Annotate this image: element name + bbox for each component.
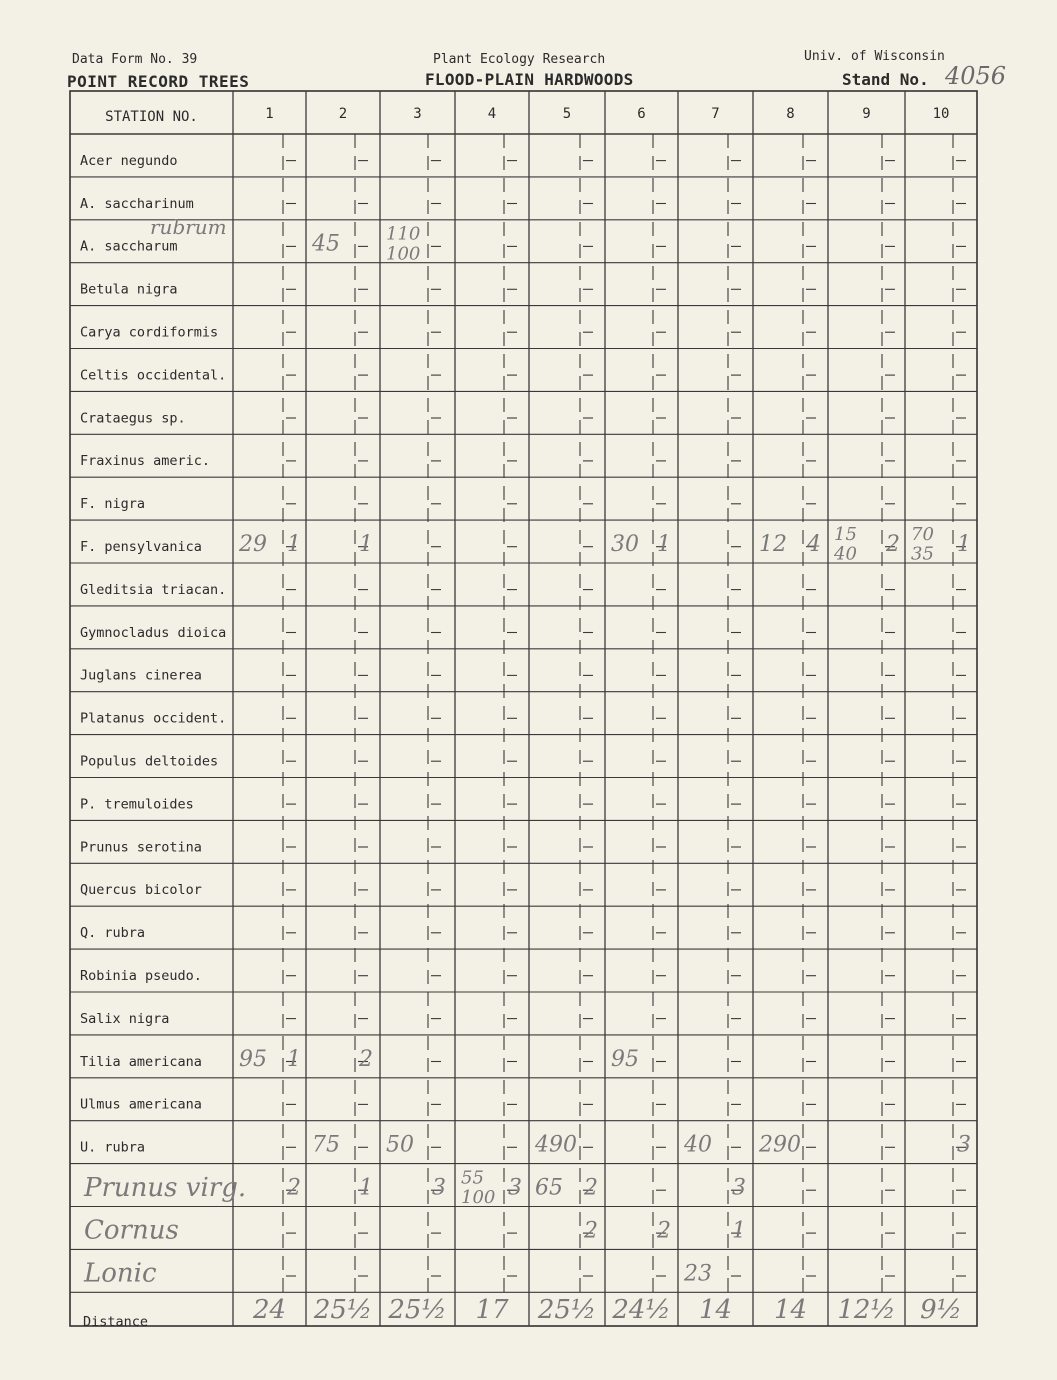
handwritten-entry: 2 [287,1175,301,1201]
species-label: U. rubra [80,1139,146,1156]
handwritten-entry: 100 [461,1187,496,1209]
handwritten-entry: 23 [684,1261,712,1287]
species-label: F. nigra [80,496,146,513]
distance-value: 17 [475,1295,509,1325]
station-header-10: 10 [932,106,950,122]
handwritten-entry: 490 [535,1132,577,1158]
handwritten-entry: 95 [239,1046,267,1072]
species-label: A. saccharum [80,238,178,255]
handwritten-entry: 75 [312,1132,340,1158]
handwritten-entry: 3 [432,1175,446,1201]
species-label: Gymnocladus dioica [80,624,227,641]
handwritten-entry: 65 [535,1175,563,1201]
handwritten-entry: 110 [386,223,421,245]
handwritten-entry: 1 [957,531,971,557]
station-header-2: 2 [338,106,348,122]
handwritten-species-label: Cornus [84,1215,179,1246]
distance-value: 9½ [920,1295,962,1325]
handwritten-entry: 45 [312,231,340,257]
handwritten-entry: 70 [911,523,934,545]
handwritten-species-label: Lonic [84,1258,157,1289]
handwritten-entry: 4 [807,531,821,557]
species-label: Q. rubra [80,925,146,942]
distance-value: 14 [773,1295,808,1325]
handwritten-entry: 95 [611,1046,639,1072]
handwritten-entry: 30 [611,531,639,557]
station-header-7: 7 [711,106,720,122]
species-label: Populus deltoides [80,753,219,770]
species-label: F. pensylvanica [80,538,202,555]
species-label: Acer negundo [80,152,178,169]
species-label: Crataegus sp. [80,410,186,427]
species-label: Carya cordiformis [80,324,219,341]
organization: Plant Ecology Research [433,52,606,67]
handwritten-species-label: Prunus virg. [84,1172,247,1203]
distance-value: 24½ [612,1295,671,1325]
handwritten-entry: 290 [759,1132,801,1158]
species-label: Fraxinus americ. [80,453,211,470]
handwritten-entry: 3 [508,1175,522,1201]
form-title: POINT RECORD TREES [67,72,250,91]
station-header-1: 1 [265,106,274,122]
table-border [70,91,977,1326]
form-subtitle: FLOOD-PLAIN HARDWOODS [425,70,634,89]
distance-value: 25½ [313,1295,373,1325]
species-label: Platanus occident. [80,710,227,727]
station-header-8: 8 [786,106,795,122]
handwritten-entry: 40 [834,543,857,565]
handwritten-entry: 1 [359,1175,373,1201]
species-label: Celtis occidental. [80,367,227,384]
handwritten-entry: 2 [886,531,900,557]
handwritten-entry: 40 [684,1132,712,1158]
handwritten-entry: 12 [759,531,787,557]
handwritten-entry: 1 [359,531,373,557]
handwritten-entry: 2 [584,1218,598,1244]
form-number: Data Form No. 39 [72,52,198,67]
distance-value: 14 [698,1295,733,1325]
station-header-6: 6 [637,106,646,122]
distance-value: 25½ [537,1295,597,1325]
stand-number-value: 4056 [945,62,1007,90]
species-label: Gleditsia triacan. [80,581,227,598]
handwritten-annotation: rubrum [150,214,227,239]
handwritten-entry: 2 [359,1046,373,1072]
handwritten-entry: 29 [239,531,267,557]
handwritten-entry: 3 [957,1132,971,1158]
handwritten-entry: 2 [657,1218,671,1244]
handwritten-entry: 3 [732,1175,746,1201]
university: Univ. of Wisconsin [804,49,945,64]
handwritten-entry: 1 [657,531,671,557]
species-label: A. saccharinum [80,195,194,212]
handwritten-entry: 35 [911,543,934,565]
station-header-3: 3 [413,106,422,122]
species-label: Tilia americana [80,1053,202,1070]
stand-label: Stand No. [842,70,929,89]
distance-value: 25½ [388,1295,447,1325]
handwritten-entry: 1 [287,531,301,557]
distance-label: Distance [83,1314,149,1330]
handwritten-entry: 100 [386,243,421,265]
species-label: Salix nigra [80,1010,170,1027]
species-label: Quercus bicolor [80,882,202,899]
species-label: Ulmus americana [80,1096,202,1113]
handwritten-entry: 1 [287,1046,301,1072]
distance-value: 24 [252,1295,287,1325]
station-header-5: 5 [562,106,572,122]
species-label: Prunus serotina [80,839,202,856]
handwritten-entry: 15 [834,523,857,545]
handwritten-entry: 1 [732,1218,746,1244]
distance-value: 12½ [837,1295,896,1325]
station-header-9: 9 [862,106,871,122]
species-label: Juglans cinerea [80,667,202,684]
station-no-label: STATION NO. [105,109,198,125]
handwritten-entry: 50 [386,1132,414,1158]
species-label: Robinia pseudo. [80,967,202,984]
station-header-4: 4 [487,106,497,122]
species-label: P. tremuloides [80,796,194,813]
handwritten-entry: 2 [584,1175,598,1201]
handwritten-entry: 55 [461,1167,484,1189]
species-label: Betula nigra [80,281,178,298]
